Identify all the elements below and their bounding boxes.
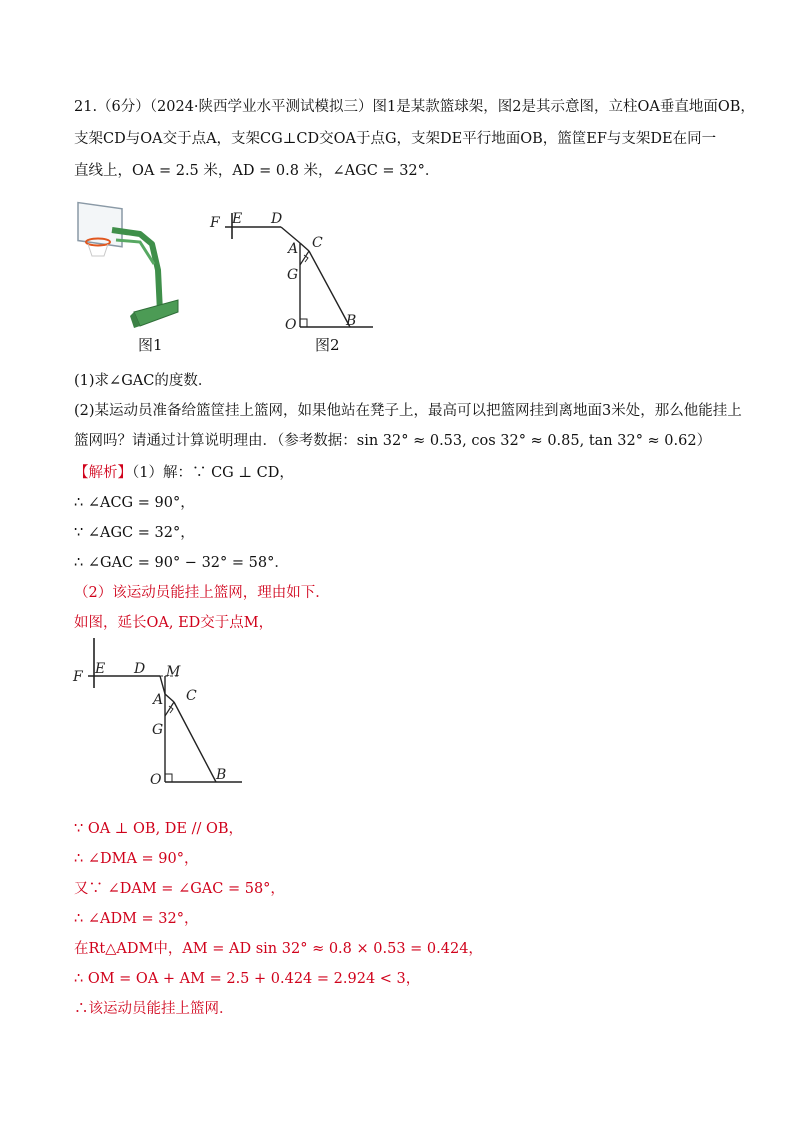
- solution-part1-intro: （1）解：∵ CG ⊥ CD，: [132, 465, 294, 481]
- label-A: A: [153, 692, 164, 708]
- label-O: O: [285, 317, 297, 333]
- label-A: A: [288, 241, 299, 257]
- question-1: (1)求∠GAC的度数．: [74, 373, 213, 389]
- problem-line-1: 21.（6分）（2024·陕西学业水平测试模拟三）图1是某款篮球架，图2是其示意图，立柱OA垂直地面OB，: [74, 99, 755, 115]
- basketball-stand-photo: [74, 200, 184, 330]
- solution-part2-line-7: ∴ OM = OA + AM = 2.5 + 0.424 = 2.924 < 3，: [74, 971, 421, 987]
- figure-2-diagram: [205, 205, 385, 335]
- figure-1-caption: 图1: [138, 336, 163, 354]
- segment-CB: [309, 251, 350, 327]
- label-B: B: [346, 313, 357, 329]
- label-C: C: [186, 688, 197, 704]
- solution-head: 【解析】: [74, 465, 132, 481]
- question-2-line-2: 篮网吗？请通过计算说明理由．（参考数据：sin 32° ≈ 0.53, cos 32° ≈ 0.85, tan 32° ≈ 0.62）: [74, 433, 712, 449]
- solution-line-intro: [74, 462, 294, 484]
- solution-part2-intro: （2）该运动员能挂上篮网，理由如下．: [74, 585, 330, 601]
- segment-CB: [174, 702, 216, 782]
- label-E: E: [232, 211, 243, 227]
- segment-AC: [300, 243, 309, 251]
- label-C: C: [312, 235, 323, 251]
- solution-part2-line-4: 又∵ ∠DAM = ∠GAC = 58°，: [74, 881, 285, 897]
- solution-part2-line-1: 如图，延长OA, ED交于点M，: [74, 615, 274, 631]
- solution-step-3: ∴ ∠GAC = 90° − 32° = 58°．: [74, 555, 289, 571]
- solution-part2-line-2: ∵ OA ⊥ OB, DE // OB，: [74, 821, 244, 837]
- label-D: D: [134, 661, 146, 677]
- label-G: G: [152, 722, 164, 738]
- label-F: F: [73, 669, 83, 685]
- label-B: B: [216, 767, 227, 783]
- problem-line-2: 支架CD与OA交于点A，支架CG⊥CD交OA于点G，支架DE平行地面OB，篮筐EF与支架DE在同一: [74, 131, 717, 147]
- problem-line-3: 直线上，OA = 2.5 米，AD = 0.8 米，∠AGC = 32°．: [74, 163, 440, 179]
- solution-part2-line-8: ∴该运动员能挂上篮网．: [74, 1001, 234, 1017]
- solution-part2-line-5: ∴ ∠ADM = 32°，: [74, 911, 199, 927]
- solution-part2-line-6: 在Rt△ADM中，AM = AD sin 32° ≈ 0.8 × 0.53 = 0.424，: [74, 941, 483, 957]
- label-E: E: [95, 661, 106, 677]
- solution-part2-line-3: ∴ ∠DMA = 90°，: [74, 851, 199, 867]
- solution-step-2: ∵ ∠AGC = 32°，: [74, 525, 195, 541]
- label-M: M: [166, 664, 181, 680]
- label-F: F: [210, 215, 220, 231]
- label-G: G: [287, 267, 299, 283]
- label-O: O: [150, 772, 162, 786]
- label-D: D: [271, 211, 283, 227]
- solution-step-1: ∴ ∠ACG = 90°，: [74, 495, 195, 511]
- solution-diagram: [70, 636, 260, 786]
- figure-2-caption: 图2: [315, 336, 340, 354]
- segment-AC: [165, 694, 174, 702]
- question-2-line-1: (2)某运动员准备给篮筐挂上篮网，如果他站在凳子上，最高可以把篮网挂到离地面3米处，那么他能挂上: [74, 403, 742, 419]
